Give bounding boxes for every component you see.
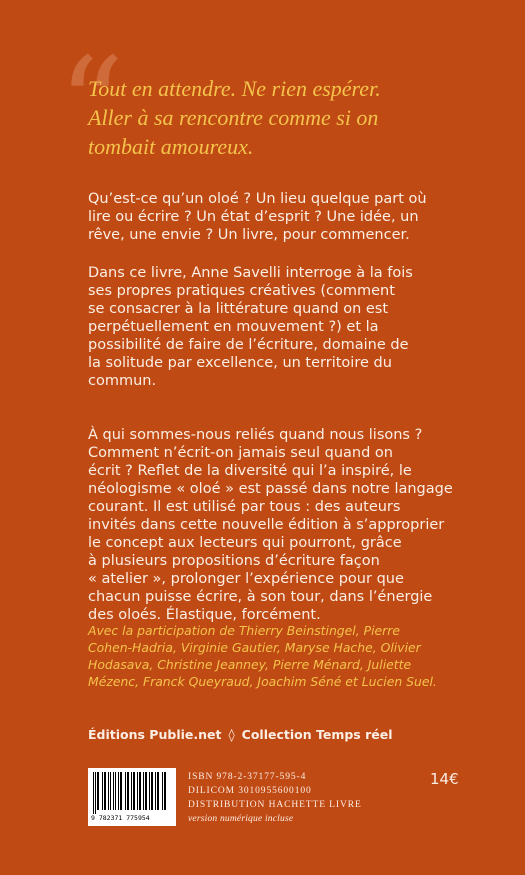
- contributors-credits: [88, 622, 493, 690]
- barcode-bar: [145, 772, 147, 810]
- quote-line: Aller à sa rencontre comme si on: [88, 105, 379, 130]
- isbn-code: ISBN 978-2-37177-595-4: [188, 772, 307, 782]
- barcode-bar: [113, 772, 114, 810]
- barcode-bar: [127, 772, 129, 810]
- collection-name: Collection Temps réel: [241, 727, 393, 742]
- text-line: le concept aux lecteurs qui pourront, grâce: [88, 535, 402, 551]
- barcode-bar: [155, 772, 156, 810]
- text-line: des oloés. Élastique, forcément.: [88, 607, 321, 623]
- barcode-bar: [143, 772, 144, 810]
- credits-line: Hodasava, Christine Jeanney, Pierre Ménard, Juliette: [88, 657, 412, 672]
- barcode-bar: [164, 772, 166, 810]
- barcode-bar: [120, 772, 122, 810]
- text-line: Comment n’écrit-on jamais seul quand on: [88, 445, 393, 461]
- credits-line: Mézenc, Franck Queyraud, Joachim Séné et Lucien Suel.: [88, 674, 437, 689]
- barcode-bar: [139, 772, 141, 810]
- barcode-bar: [133, 772, 135, 810]
- text-line: perpétuellement en mouvement ?) et la: [88, 319, 379, 335]
- barcode-bar: [131, 772, 132, 810]
- text-line: lire ou écrire ? Un état d’esprit ? Une idée, un: [88, 209, 419, 225]
- barcode-bars: [93, 772, 171, 814]
- isbn-barcode: [88, 768, 176, 826]
- barcode-bar: [110, 772, 111, 810]
- publisher-line: [88, 727, 508, 743]
- distribution-info: DISTRIBUTION HACHETTE LIVRE: [188, 800, 362, 810]
- paragraph-description: [88, 264, 488, 390]
- text-line: la solitude par excellence, un territoire du: [88, 355, 392, 371]
- digital-version-note: version numérique incluse: [188, 814, 294, 824]
- credits-line: Avec la participation de Thierry Beinstingel, Pierre: [88, 623, 400, 638]
- text-line: courant. Il est utilisé par tous : des auteurs: [88, 499, 401, 515]
- barcode-bar: [157, 772, 159, 810]
- barcode-bar: [102, 772, 103, 810]
- text-line: rêve, une envie ? Un livre, pour commencer.: [88, 227, 410, 243]
- text-line: chacun puisse écrire, à son tour, dans l’énergie: [88, 589, 433, 605]
- text-line: à plusieurs propositions d’écriture façon: [88, 553, 380, 569]
- text-line: néologisme « oloé » est passé dans notre langage: [88, 481, 453, 497]
- price: 14€: [430, 770, 459, 788]
- text-line: Qu’est-ce qu’un oloé ? Un lieu quelque part où: [88, 191, 427, 207]
- text-line: se consacrer à la littérature quand on est: [88, 301, 389, 317]
- barcode-bar: [93, 772, 94, 814]
- barcode-bar: [125, 772, 126, 810]
- book-codes: [188, 770, 388, 826]
- barcode-bar: [95, 772, 96, 814]
- credits-line: Cohen-Hadria, Virginie Gautier, Maryse Hache, Olivier: [88, 640, 421, 655]
- text-line: commun.: [88, 373, 157, 389]
- text-line: « atelier », prolonger l’expérience pour que: [88, 571, 404, 587]
- dilicom-code: DILICOM 3010955600100: [188, 786, 312, 796]
- text-line: ses propres pratiques créatives (comment: [88, 283, 395, 299]
- barcode-bar: [137, 772, 138, 810]
- text-line: invités dans cette nouvelle édition à s’approprier: [88, 517, 445, 533]
- pull-quote: [88, 74, 508, 161]
- barcode-bar: [97, 772, 99, 810]
- barcode-bar: [108, 772, 109, 810]
- barcode-bar: [162, 772, 163, 810]
- text-line: Dans ce livre, Anne Savelli interroge à la fois: [88, 265, 413, 281]
- text-line: écrit ? Reflet de la diversité qui l’a inspiré, le: [88, 463, 412, 479]
- quote-line: Tout en attendre. Ne rien espérer.: [88, 76, 381, 101]
- barcode-bar: [149, 772, 150, 810]
- barcode-bar: [115, 772, 116, 810]
- barcode-bar: [151, 772, 153, 810]
- barcode-bar: [104, 772, 106, 810]
- lozenge-separator: ◊: [228, 727, 235, 742]
- barcode-digits: 9 782371 775954: [91, 814, 150, 822]
- text-line: possibilité de faire de l’écriture, domaine de: [88, 337, 409, 353]
- paragraph-intro: [88, 190, 488, 244]
- quote-line: tombait amoureux.: [88, 134, 254, 159]
- paragraph-details: [88, 426, 488, 624]
- publisher-name: Éditions Publie.net: [88, 727, 222, 742]
- quote-mark: “: [58, 29, 125, 181]
- barcode-bar: [118, 772, 119, 810]
- text-line: À qui sommes-nous reliés quand nous lisons ?: [88, 427, 423, 443]
